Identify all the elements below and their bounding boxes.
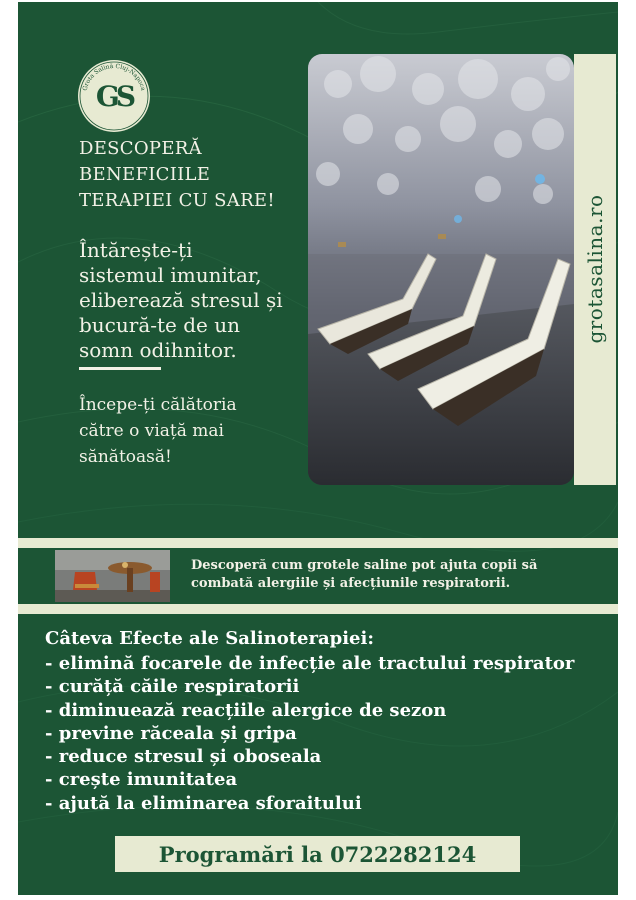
website-url[interactable]: grotasalina.ro xyxy=(583,194,607,344)
poster xyxy=(18,2,618,895)
journey-line: către o viață mai xyxy=(79,421,224,441)
logo-ring xyxy=(78,60,150,132)
benefits-text xyxy=(79,238,309,363)
journey-text xyxy=(79,392,309,470)
effect-item: - crește imunitatea xyxy=(45,769,238,791)
headline-line: DESCOPERĂ xyxy=(79,138,202,159)
effect-item: - diminuează reacțiile alergice de sezon xyxy=(45,699,447,721)
effect-item: - curăță căile respiratorii xyxy=(45,676,300,698)
headline-line: BENEFICIILE xyxy=(79,164,211,185)
journey-line: Începe-ți călătoria xyxy=(79,395,237,415)
effect-item: - ajută la eliminarea sforaitului xyxy=(45,792,362,814)
kids-info-line: Descoperă cum grotele saline pot ajuta copii să xyxy=(191,558,538,573)
journey-line: sănătoasă! xyxy=(79,447,172,467)
svg-text:Grota Salină Cluj-Napoca xyxy=(82,63,147,92)
logo xyxy=(78,60,150,132)
kids-info-text xyxy=(191,557,591,593)
salt-cave-photo xyxy=(308,54,574,485)
benefits-line: Întărește-ți xyxy=(79,238,193,262)
benefits-line: somn odihnitor. xyxy=(79,338,237,362)
headline-line: TERAPIEI CU SARE! xyxy=(79,190,275,211)
effect-item: - previne răceala și gripa xyxy=(45,722,297,744)
effects-list xyxy=(45,652,574,815)
effect-item: - elimină focarele de infecție ale tractului respirator xyxy=(45,653,575,674)
booking-phone-label: Programări la 0722282124 xyxy=(158,841,477,867)
divider xyxy=(79,367,161,370)
logo-ring-text: Grota Salină Cluj-Napoca xyxy=(81,62,147,92)
benefits-line: sistemul imunitar, xyxy=(79,263,262,287)
booking-phone-banner[interactable] xyxy=(115,836,520,872)
benefits-line: bucură-te de un xyxy=(79,313,240,337)
effect-item: - reduce stresul și oboseala xyxy=(45,746,322,768)
strip-border-bottom xyxy=(18,604,618,614)
effects-title: Câteva Efecte ale Salinoterapiei: xyxy=(45,628,374,649)
kids-info-line: combată alergiile și afecțiunile respiratorii. xyxy=(191,576,511,591)
logo-letters: GS xyxy=(95,79,133,113)
benefits-line: eliberează stresul și xyxy=(79,288,283,312)
headline xyxy=(79,136,309,214)
kids-room-thumbnail xyxy=(55,550,170,602)
strip-border-top xyxy=(18,538,618,548)
